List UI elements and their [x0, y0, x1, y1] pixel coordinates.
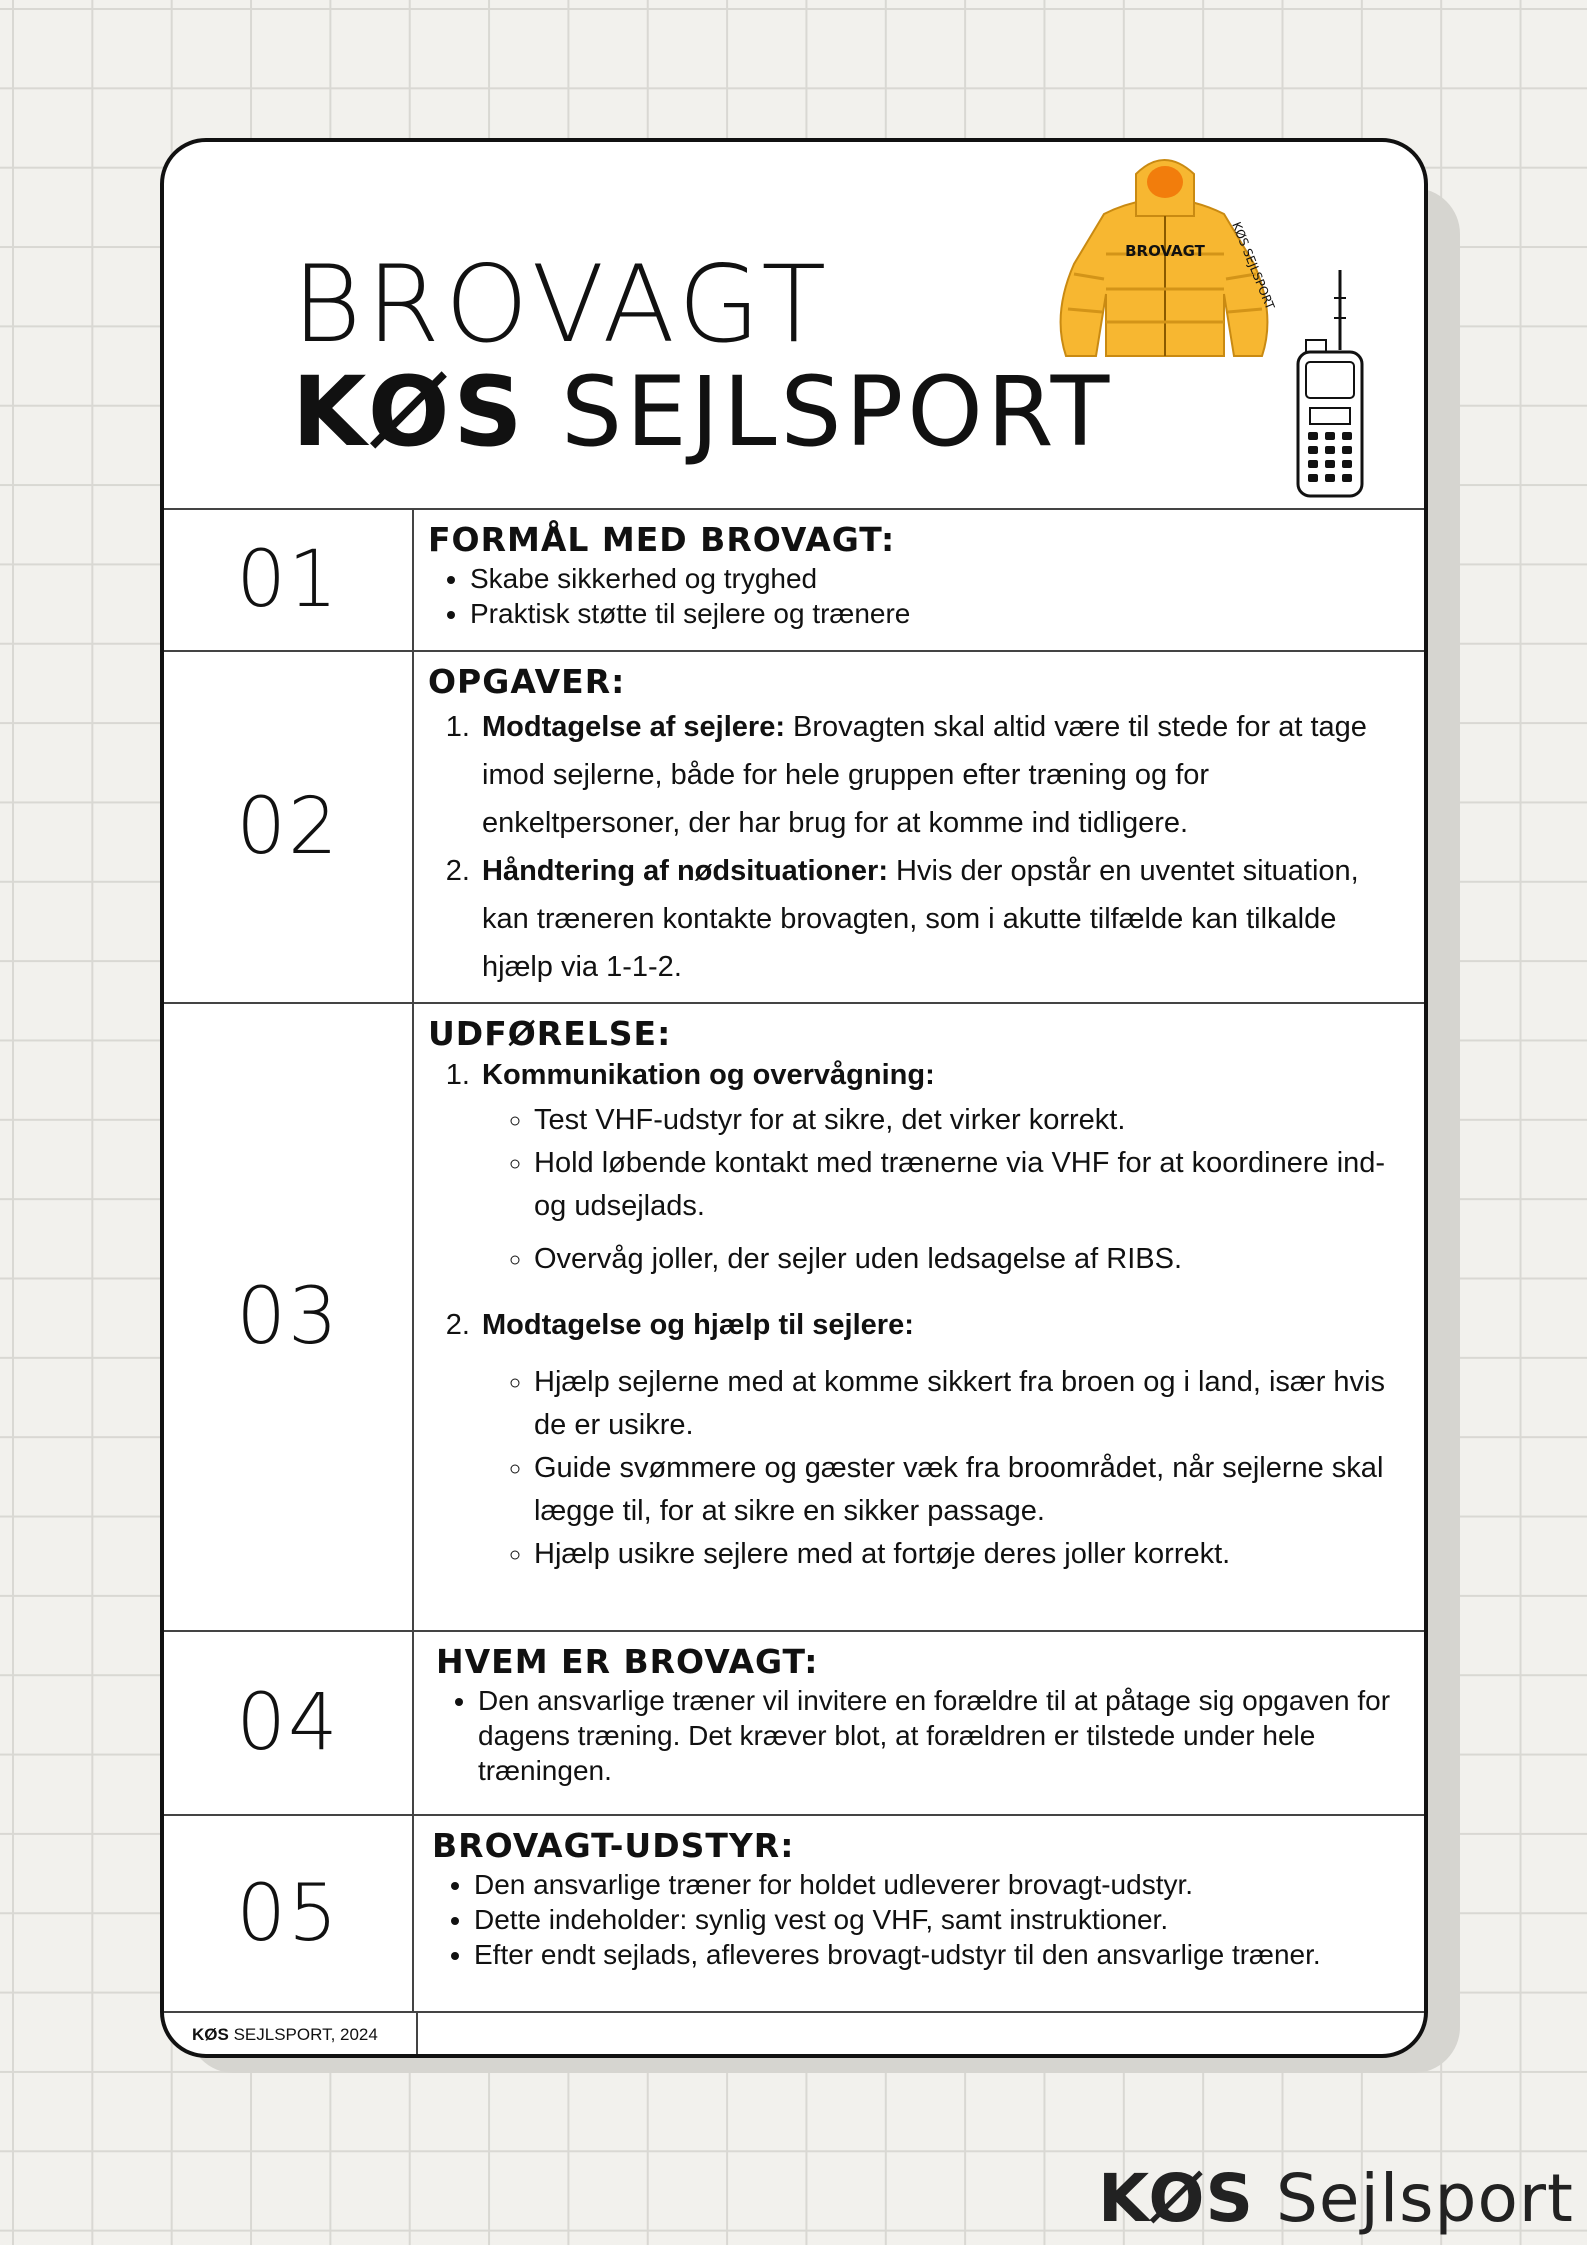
sub-item: ◦ Hold løbende kontakt med trænerne via VHF for at koordinere ind- og udsejlads. [534, 1142, 1404, 1228]
list-item [478, 1055, 1404, 1281]
section-content [432, 1822, 1404, 1972]
list-item [478, 1305, 1404, 1576]
list-item: • Efter endt sejlads, afleveres brovagt-udstyr til den ansvarlige træner. [474, 1937, 1404, 1972]
brand-logo [1098, 2160, 1574, 2237]
section-content [436, 1638, 1404, 1788]
step-text: Hvis der opstår en uventet situation, kan træneren kontakte brovagten, som i akutte tilfælde kan tilkalde hjælp via 1-1-2. [482, 855, 1359, 983]
subtitle-rest: SEJLSPORT [561, 356, 1114, 468]
sub-item: ◦ Hjælp usikre sejlere med at fortøje deres joller korrekt. [534, 1533, 1404, 1576]
step-heading: Kommunikation og overvågning: [482, 1059, 935, 1091]
section-03 [164, 1002, 1424, 1630]
page-title: BROVAGT [292, 243, 832, 366]
section-04 [164, 1630, 1424, 1814]
section-number: 03 [164, 1004, 414, 1630]
section-title: UDFØRELSE: [428, 1014, 672, 1053]
footer-credit [164, 2013, 418, 2058]
numbered-list [428, 1055, 1404, 1576]
card-footer [164, 2011, 1424, 2058]
bullet-list [428, 561, 1404, 631]
jacket-sleeve-text: KØS SEJLSPORT [1229, 219, 1278, 312]
numbered-list [428, 703, 1404, 991]
radio-icon [1294, 268, 1366, 500]
list-item: • Den ansvarlige træner vil invitere en forældre til at påtage sig opgaven for dagens træning. Det kræver blot, at forældren er tilstede under hele træningen. [478, 1683, 1404, 1788]
info-card [160, 138, 1428, 2058]
section-content [428, 658, 1404, 991]
section-number: 01 [164, 510, 414, 650]
section-02 [164, 650, 1424, 1002]
step-heading: Håndtering af nødsituationer: [482, 855, 888, 887]
section-content [428, 516, 1404, 631]
brand-bold: KØS [1098, 2160, 1255, 2237]
sub-list [482, 1361, 1404, 1576]
sub-item: ◦ Guide svømmere og gæster væk fra broområdet, når sejlerne skal lægge til, for at sikre en sikker passage. [534, 1447, 1404, 1533]
section-title: OPGAVER: [428, 662, 626, 701]
section-title: FORMÅL MED BROVAGT: [428, 520, 896, 559]
section-number: 05 [164, 1816, 414, 2011]
list-item: • Den ansvarlige træner for holdet udleverer brovagt-udstyr. [474, 1867, 1404, 1902]
list-item [478, 847, 1404, 991]
section-number: 04 [164, 1632, 414, 1814]
sub-item: ◦ Overvåg joller, der sejler uden ledsagelse af RIBS. [534, 1238, 1404, 1281]
footer-bold: KØS [192, 2025, 229, 2044]
sub-item: ◦ Hjælp sejlerne med at komme sikkert fra broen og i land, især hvis de er usikre. [534, 1361, 1404, 1447]
page-subtitle [292, 356, 1114, 468]
brand-text: Sejlsport [1254, 2160, 1574, 2237]
card-header [164, 142, 1424, 508]
subtitle-bold: KØS [292, 356, 527, 468]
section-title: HVEM ER BROVAGT: [436, 1642, 819, 1681]
jacket-label: BROVAGT [1125, 242, 1205, 260]
section-number: 02 [164, 652, 414, 1002]
step-heading: Modtagelse og hjælp til sejlere: [482, 1309, 914, 1341]
bullet-list [436, 1683, 1404, 1788]
sub-list [482, 1099, 1404, 1281]
bullet-list [432, 1867, 1404, 1972]
section-01 [164, 508, 1424, 650]
footer-text: SEJLSPORT, 2024 [228, 2025, 378, 2044]
list-item [478, 703, 1404, 847]
section-05 [164, 1814, 1424, 2011]
list-item: • Dette indeholder: synlig vest og VHF, samt instruktioner. [474, 1902, 1404, 1937]
jacket-illustration [1044, 144, 1284, 374]
sub-item: ◦ Test VHF-udstyr for at sikre, det virker korrekt. [534, 1099, 1404, 1142]
list-item: • Skabe sikkerhed og tryghed [470, 561, 1404, 596]
section-title: BROVAGT-UDSTYR: [432, 1826, 795, 1865]
section-content [428, 1010, 1404, 1576]
step-heading: Modtagelse af sejlere: [482, 711, 785, 743]
step-text: Brovagten skal altid være til stede for at tage imod sejlerne, både for hele gruppen efter træning og for enkeltpersoner, der har brug for at komme ind tidligere. [482, 711, 1367, 839]
list-item: • Praktisk støtte til sejlere og trænere [470, 596, 1404, 631]
